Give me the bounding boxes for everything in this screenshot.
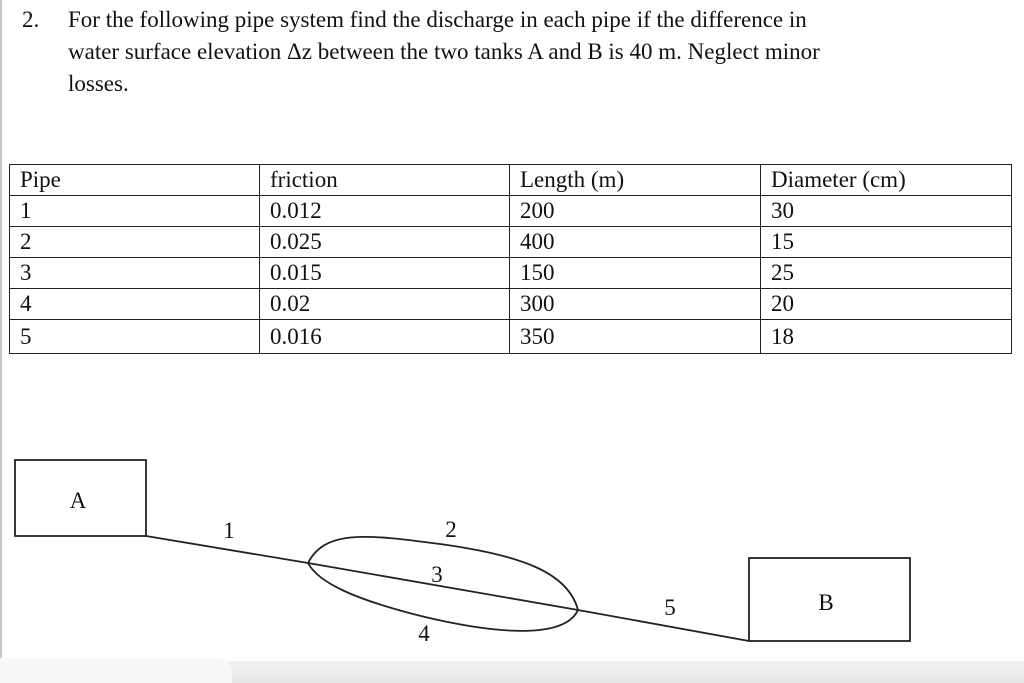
page-bottom-tab	[0, 658, 232, 683]
cell-diameter: 15	[761, 227, 1012, 258]
table-row	[10, 258, 1012, 289]
pipe-2	[308, 537, 578, 610]
cell-diameter: 20	[761, 289, 1012, 320]
pipe-3	[308, 563, 578, 610]
cell-length: 150	[510, 258, 761, 289]
problem-statement	[22, 4, 982, 100]
problem-line-1: For the following pipe system find the discharge in each pipe if the difference in	[68, 7, 807, 32]
table-row	[10, 196, 1012, 227]
cell-length: 300	[510, 289, 761, 320]
problem-number: 2.	[22, 7, 40, 32]
cell-friction: 0.015	[260, 258, 510, 289]
cell-pipe: 4	[10, 289, 260, 320]
cell-pipe: 3	[10, 258, 260, 289]
cell-friction: 0.012	[260, 196, 510, 227]
tank-a-label: A	[69, 488, 87, 513]
problem-line-2: water surface elevation Δz between the two tanks A and B is 40 m. Neglect minor	[68, 39, 820, 64]
cell-diameter: 30	[761, 196, 1012, 227]
cell-friction: 0.025	[260, 227, 510, 258]
pipe-5-label: 5	[664, 595, 676, 620]
pipe-1-label: 1	[223, 518, 235, 543]
table-row	[10, 320, 1012, 354]
cell-pipe: 2	[10, 227, 260, 258]
tank-b-label: B	[818, 590, 834, 615]
pipe-data-table	[9, 164, 1012, 354]
cell-friction: 0.02	[260, 289, 510, 320]
cell-pipe: 1	[10, 196, 260, 227]
pipe-4	[308, 563, 578, 631]
pipe-4-label: 4	[418, 621, 430, 646]
header-pipe: Pipe	[10, 165, 260, 196]
header-friction: friction	[260, 165, 510, 196]
table-row	[10, 289, 1012, 320]
cell-diameter: 18	[761, 320, 1012, 354]
table-header-row	[10, 165, 1012, 196]
pipe-2-label: 2	[445, 517, 457, 542]
problem-line-3: losses.	[68, 71, 129, 96]
pipe-3-label: 3	[431, 562, 443, 587]
table-row	[10, 227, 1012, 258]
cell-friction: 0.016	[260, 320, 510, 354]
header-length: Length (m)	[510, 165, 761, 196]
cell-pipe: 5	[10, 320, 260, 354]
cell-length: 400	[510, 227, 761, 258]
cell-length: 200	[510, 196, 761, 227]
header-diameter: Diameter (cm)	[761, 165, 1012, 196]
cell-diameter: 25	[761, 258, 1012, 289]
cell-length: 350	[510, 320, 761, 354]
pipe-system-diagram	[0, 440, 1024, 660]
